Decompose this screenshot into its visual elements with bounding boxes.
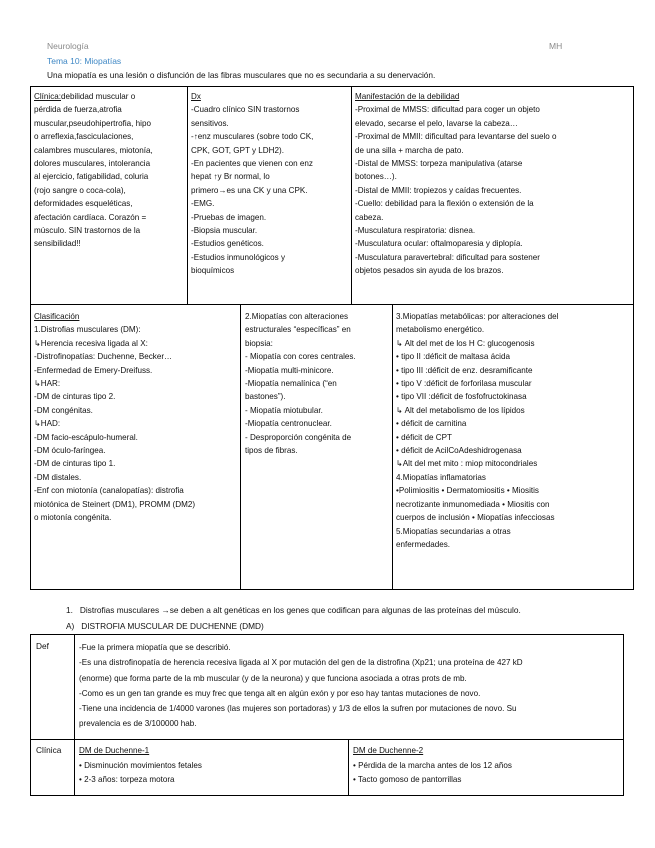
header-subject: Neurología [47,41,89,51]
text-line: -↑enz musculares (sobre todo CK, [191,132,314,142]
text-line: -Miopatía nemalínica (“en [245,379,337,389]
section-text: DISTROFIA MUSCULAR DE DUCHENNE (DMD) [81,621,264,631]
text-line: • tipo VII :déficit de fosfofructokinasa [396,392,527,402]
col-divider [74,634,75,796]
text-line: 1.Distrofias musculares (DM): [34,325,141,335]
clasificacion-title: Clasificación [34,312,80,321]
text-line: -DM distales. [34,472,82,482]
text-line: estructurales “específicas” en [245,325,351,335]
dmd1-cell [79,744,202,788]
text-line: -En pacientes que vienen con enz [191,159,313,169]
text-line: -Como es un gen tan grande es muy frec que tenga alt en algún exón y por eso hay tantas mutaciones de novo. [79,688,481,698]
text-line: -DM de cinturas tipo 1. [34,459,116,469]
clasificacion-cell [34,310,195,525]
text-line: hepat ↑y Br normal, lo [191,172,270,182]
dx-cell [191,90,313,278]
text-line: elevado, secarse el pelo, lavarse la cabeza… [355,118,518,128]
text-line: calambres musculares, miotonía, [34,145,153,155]
section-number: 1. [66,605,73,615]
text-line: - Desproporción congénita de [245,432,352,442]
text-line: enfermedades. [396,539,450,549]
section-number: A) [66,621,75,631]
col-divider [348,739,349,796]
def-cell [79,640,523,732]
col-divider [351,86,352,304]
text-line: -Proximal de MMII: dificultad para levantarse del suelo o [355,132,557,142]
text-line: de una silla + marcha de pato. [355,145,464,155]
text-line: -Es una distrofinopatía de herencia recesiva ligada al X por mutación del gen de la distrofina (Xp21; una proteína de 427 kD [79,658,523,668]
text-line: -Cuadro clínico SIN trastornos [191,105,300,115]
estructurales-cell [245,310,356,457]
text-line: ↳Herencia recesiva ligada al X: [34,338,148,348]
text-line: (enorme) que forma parte de la mb muscular (y de la neurona) y que funciona asociada a otras prots de mb. [79,673,467,683]
text-line: -DM congénitas. [34,405,93,415]
text-line: dolores musculares, intolerancia [34,159,151,169]
text-line: • déficit de CPT [396,432,452,442]
text-line: • tipo V :déficit de forforilasa muscular [396,379,532,389]
text-line: CPK, GOT, GPT y LDH2). [191,145,284,155]
text-line: al ejercicio, fatigabilidad, coluria [34,172,149,182]
text-line: • déficit de AcilCoAdeshidrogenasa [396,446,522,456]
text-line: debilidad muscular o [61,92,136,101]
text-line: -Distal de MMII: tropiezos y caídas frecuentes. [355,185,522,195]
manifestacion-cell [355,90,557,278]
clinica-cell [34,90,153,251]
text-line: • tipo III :déficit de enz. desramificante [396,365,533,375]
text-line: metabolismo energético. [396,325,485,335]
text-line: ↳ Alt del met de los H C: glucogenosis [396,338,535,348]
text-line: -DM de cinturas tipo 2. [34,392,116,402]
col-divider [392,304,393,590]
text-line: -Distrofinopatías: Duchenne, Becker… [34,352,173,362]
text-line: primero→es una CK y una CPK. [191,185,308,195]
row-divider [30,739,624,740]
dmd2-title: DM de Duchenne-2 [353,746,424,755]
text-line: -Cuello: debilidad para la flexión o extensión de la [355,199,534,209]
text-line: -Musculatura paravertebral: dificultad para sostener [355,252,540,262]
text-line: -Miopatía multi-minicore. [245,365,334,375]
text-line: -DM óculo-faríngea. [34,446,106,456]
text-line: cabeza. [355,212,384,222]
text-line: deformidades esqueléticas, [34,199,133,209]
section-duchenne [66,621,264,631]
col-divider [240,304,241,590]
text-line: -Distal de MMSS: torpeza manipulativa (atarse [355,159,523,169]
text-line: 4.Miopatías inflamatorias [396,472,486,482]
text-line: -Enfermedad de Emery-Dreifuss. [34,365,153,375]
section-text: Distrofias musculares →se deben a alt genéticas en los genes que codifican para algunas de las proteínas del músculo. [79,605,521,615]
text-line: ↳Alt del met mito : miop mitocondriales [396,459,538,469]
text-line: -Pruebas de imagen. [191,212,267,222]
text-line: biopsia: [245,338,273,348]
text-line: sensitivos. [191,118,229,128]
text-line: muscular,pseudohipertrofia, hipo [34,118,151,128]
clinica-title: Clínica: [34,92,61,101]
col-divider [187,86,188,304]
text-line: -Musculatura ocular: oftalmoparesia y diplopía. [355,239,523,249]
text-line: prevalencia es de 3/100000 hab. [79,719,197,729]
def-label: Def [36,641,49,651]
text-line: -Fue la primera miopatía que se describió. [79,643,231,652]
clinica-label: Clínica [36,745,62,755]
intro-text: Una miopatía es una lesión o disfunción de las fibras musculares que no es secundaria a su denervación. [47,70,436,80]
text-line: -Estudios inmunológicos y [191,252,286,262]
text-line: • tipo II :déficit de maltasa ácida [396,352,510,362]
text-line: bastones”). [245,392,286,402]
manifestacion-title: Manifestación de la debilidad [355,92,460,101]
text-line: -DM facio-escápulo-humeral. [34,432,138,442]
list-item: • 2-3 años: torpeza motora [79,775,175,785]
text-line: -EMG. [191,199,215,209]
dmd1-title: DM de Duchenne-1 [79,746,150,755]
text-line: - Miopatía con cores centrales. [245,352,356,362]
text-line: ↳HAD: [34,419,61,429]
list-item: • Disminución movimientos fetales [79,760,202,770]
text-line: -Biopsia muscular. [191,226,258,236]
text-line: • déficit de carnitina [396,419,467,429]
text-line: -Estudios genéticos. [191,239,264,249]
topic-title: Tema 10: Miopatías [47,56,122,66]
text-line: o arreflexia,fasciculaciones, [34,132,134,142]
text-line: -Tiene una incidencia de 1/4000 varones (las mujeres son portadoras) y 1/3 de ellos la sufren por mutaciones de novo. Su [79,704,517,714]
list-item: • Tacto gomoso de pantorrillas [353,775,462,785]
text-line: ↳HAR: [34,379,61,389]
text-line: - Miopatía miotubular. [245,405,323,415]
text-line: objetos pesados sin ayuda de los brazos. [355,266,504,276]
text-line: botones…). [355,172,397,182]
text-line: músculo. SIN trastornos de la [34,226,141,236]
header-initials: MH [549,41,563,51]
text-line: -Proximal de MMSS: dificultad para coger un objeto [355,105,540,115]
text-line: tipos de fibras. [245,446,298,456]
text-line: •Polimiositis • Dermatomiositis • Miositis [396,486,539,496]
text-line: 5.Miopatías secundarias a otras [396,526,511,536]
text-line: bioquímicos [191,266,235,276]
section-distrofias [66,605,521,615]
dx-title: Dx [191,92,201,101]
text-line: (rojo sangre o coca-cola), [34,185,126,195]
text-line: necrotizante inmunomediada • Miositis con [396,499,550,509]
list-item: • Pérdida de la marcha antes de los 12 años [353,760,512,770]
text-line: ↳ Alt del metabolismo de los lípidos [396,405,525,415]
row-divider [30,304,634,305]
text-line: 2.Miopatías con alteraciones [245,312,349,321]
text-line: miotónica de Steinert (DM1), PROMM (DM2) [34,499,196,509]
metabolicas-cell [396,310,558,551]
text-line: o miotonía congénita. [34,513,112,523]
text-line: -Musculatura respiratoria: disnea. [355,226,476,236]
text-line: pérdida de fuerza,atrofia [34,105,122,115]
text-line: -Miopatía centronuclear. [245,419,332,429]
text-line: cuerpos de inclusión • Miopatías infecciosas [396,513,555,523]
text-line: -Enf con miotonía (canalopatías): distrofia [34,486,184,496]
text-line: afectación cardíaca. Corazón = [34,212,147,222]
text-line: 3.Miopatías metabólicas: por alteraciones del [396,312,559,321]
dmd2-cell [353,744,512,788]
text-line: sensibilidad!! [34,239,81,249]
